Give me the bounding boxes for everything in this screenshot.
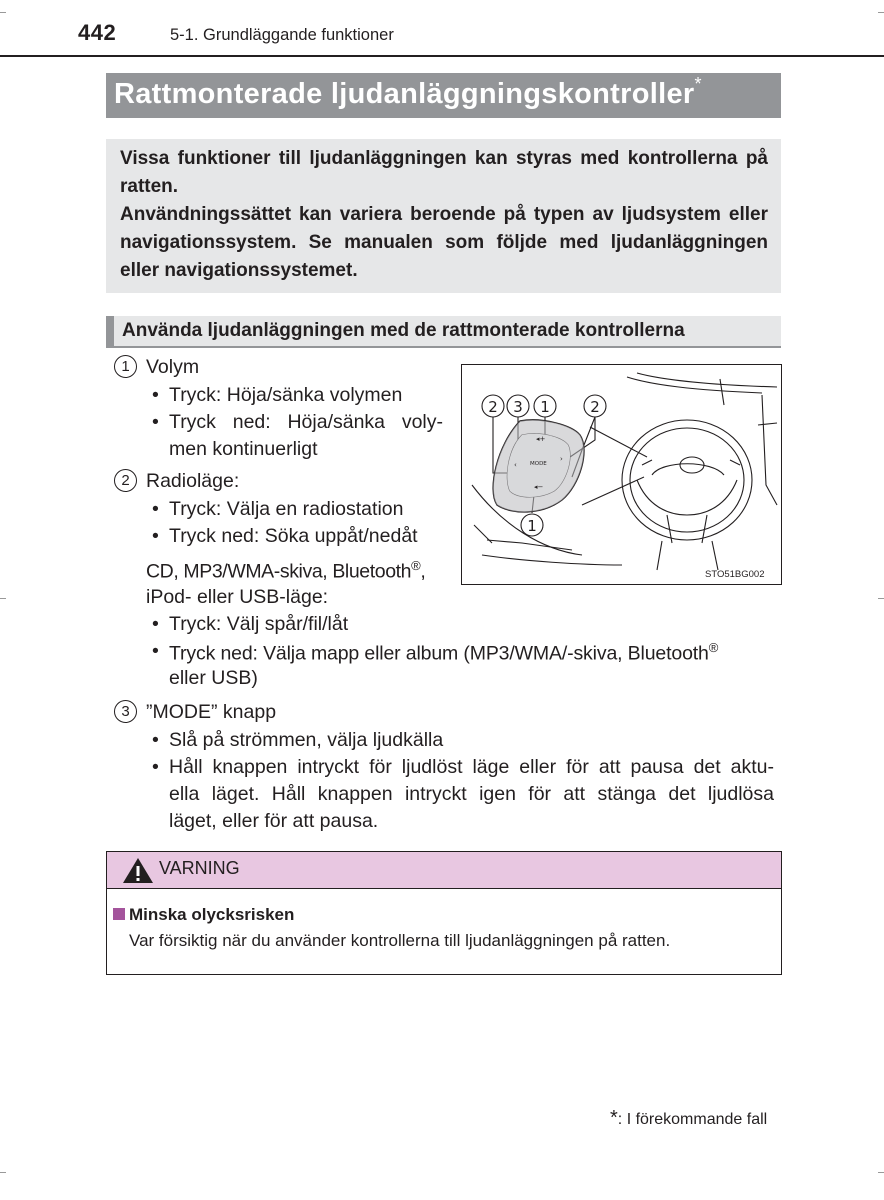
- steering-wheel-illustration: [462, 365, 781, 584]
- intro-paragraph-2: Användningssättet kan variera beroende på typen av ljudsystem eller navigationssystem. Se manualen som följde med ljudanläggningen eller navigationssystemet.: [120, 204, 768, 281]
- page-number: 442: [78, 20, 117, 45]
- volume-bullet-2-line-1: Tryck ned: Höja/sänka voly-: [169, 411, 443, 433]
- figure-callout-1-bottom: 1: [527, 517, 537, 535]
- crop-mark: [878, 598, 884, 599]
- media-bullet-1: Tryck: Välj spår/fil/låt: [169, 613, 349, 635]
- section-title: Använda ljudanläggningen med de rattmonterade kontrollerna: [122, 320, 685, 341]
- bullet-dot: •: [152, 384, 159, 406]
- svg-text:◂−: ◂−: [534, 483, 544, 491]
- figure-code: STO51BG002: [705, 569, 765, 580]
- registered-mark: ®: [411, 558, 421, 573]
- footnote: [610, 1107, 767, 1130]
- crop-mark: [0, 12, 6, 13]
- volume-bullet-2-line-2: men kontinuerligt: [169, 438, 318, 460]
- media-mode-line-1: [146, 558, 425, 584]
- figure-callout-1-top: 1: [540, 398, 550, 416]
- header-rule: [0, 55, 884, 57]
- radio-bullet-2: Tryck ned: Söka uppåt/nedåt: [169, 525, 418, 547]
- item-number-circle-3: 3: [114, 700, 137, 723]
- mode-bullet-2-line-1: Håll knappen intryckt för ljudlöst läge eller för att pausa det aktu-: [169, 756, 774, 778]
- warning-label: VARNING: [159, 858, 240, 878]
- warning-subtitle-marker: [113, 908, 125, 920]
- bullet-dot: •: [152, 411, 159, 433]
- footnote-text: : I förekommande fall: [617, 1111, 768, 1128]
- item-volume-label: Volym: [146, 356, 200, 378]
- bullet-dot: •: [152, 498, 159, 520]
- media-bullet-2-line-2: eller USB): [169, 667, 258, 689]
- radio-bullet-1: Tryck: Välja en radiostation: [169, 498, 404, 520]
- svg-text:›: ›: [560, 455, 563, 463]
- figure-callout-2-right: 2: [590, 398, 600, 416]
- crop-mark: [0, 598, 6, 599]
- header-section-title: 5-1. Grundläggande funktioner: [170, 26, 394, 44]
- item-number-circle-1: 1: [114, 355, 137, 378]
- warning-body: Var försiktig när du använder kontrollerna till ljudanläggningen på ratten.: [129, 931, 671, 950]
- bullet-dot: •: [152, 729, 159, 751]
- crop-mark: [878, 1172, 884, 1173]
- media-mode-line-2: iPod- eller USB-läge:: [146, 586, 329, 608]
- warning-subtitle: Minska olycksrisken: [129, 905, 295, 924]
- figure-callout-3: 3: [513, 398, 523, 416]
- bullet-dot: •: [152, 525, 159, 547]
- bullet-dot: •: [152, 640, 159, 662]
- footnote-marker: *: [610, 1107, 618, 1129]
- item-radio-label: Radioläge:: [146, 470, 240, 492]
- item-number-circle-2: 2: [114, 469, 137, 492]
- media-mode-comma: ,: [420, 560, 426, 583]
- mode-button-label: MODE: [530, 461, 547, 467]
- mode-bullet-2-line-2: ella läget. Håll knappen intryckt igen för att stänga det ljudlösa: [169, 783, 774, 805]
- intro-paragraph-1: Vissa funktioner till ljudanläggningen kan styras med kontrollerna på ratten.: [120, 148, 768, 197]
- volume-bullet-1: Tryck: Höja/sänka volymen: [169, 384, 403, 406]
- section-bar-underline: [106, 346, 781, 348]
- crop-mark: [0, 1172, 6, 1173]
- item-mode-label: ”MODE” knapp: [146, 701, 277, 723]
- mode-bullet-2-line-3: läget, eller för att pausa.: [169, 810, 379, 832]
- warning-triangle-icon: [122, 857, 154, 889]
- bullet-dot: •: [152, 756, 159, 778]
- media-mode-text: CD, MP3/WMA-skiva, Bluetooth: [146, 560, 412, 583]
- bullet-dot: •: [152, 613, 159, 635]
- figure-callout-2-left: 2: [488, 398, 498, 416]
- section-bar-marker: [106, 316, 114, 348]
- steering-wheel-figure: [461, 364, 782, 585]
- svg-text:◂+: ◂+: [536, 435, 546, 443]
- page-title-text: Rattmonterade ljudanläggningskontroller: [114, 78, 695, 110]
- registered-mark: ®: [708, 640, 719, 655]
- page-title: [114, 74, 702, 111]
- title-footnote-marker: *: [694, 74, 702, 94]
- crop-mark: [878, 12, 884, 13]
- svg-text:‹: ‹: [514, 461, 517, 469]
- mode-bullet-1: Slå på strömmen, välja ljudkälla: [169, 729, 444, 751]
- media-bullet-2-line-1: [169, 640, 718, 666]
- media-bullet-2-text: Tryck ned: Välja mapp eller album (MP3/WMA/-skiva, Bluetooth: [169, 642, 709, 665]
